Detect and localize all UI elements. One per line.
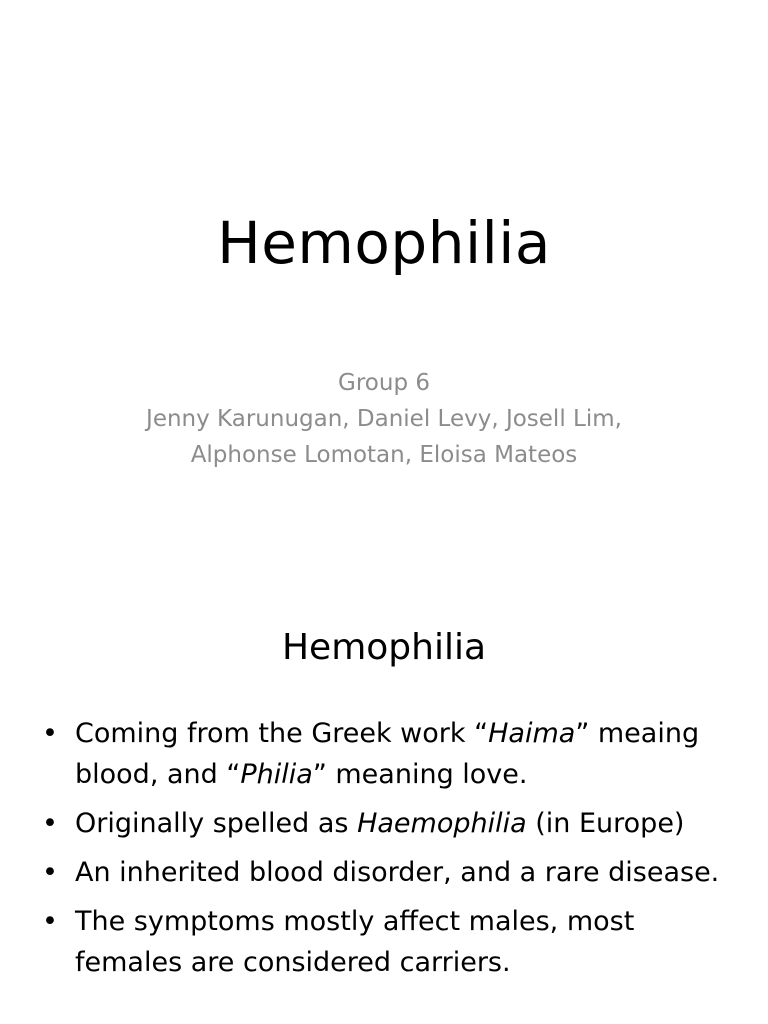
bullet-italic-text: Haima: [488, 718, 576, 749]
bullet-text: ” meaning love.: [312, 759, 528, 790]
slide-content-heading: Hemophilia: [281, 627, 487, 668]
bullet-text: An inherited blood disorder, and a rare disease.: [75, 857, 720, 888]
bullet-icon: •: [42, 718, 58, 749]
bullet-icon: •: [42, 906, 58, 937]
bullet-icon: •: [42, 808, 58, 839]
bullet-item: [42, 803, 732, 844]
bullet-list: [42, 713, 732, 991]
bullet-text: The symptoms mostly affect males, most females are considered carriers.: [75, 906, 635, 978]
bullet-italic-text: Haemophilia: [357, 808, 527, 839]
bullet-item: [42, 901, 732, 983]
group-label: Group 6: [338, 370, 430, 396]
slide-subtitle: [0, 365, 768, 473]
slide-title-heading: Hemophilia: [217, 209, 551, 277]
bullet-text: Originally spelled as: [75, 808, 358, 839]
bullet-item: [42, 852, 732, 893]
bullet-text: ” meaing blood, and “: [75, 718, 700, 790]
bullet-item: [42, 713, 732, 795]
authors-line-1: Jenny Karunugan, Daniel Levy, Josell Lim,: [146, 406, 622, 432]
bullet-text: (in Europe): [526, 808, 685, 839]
bullet-italic-text: Philia: [240, 759, 313, 790]
bullet-icon: •: [42, 857, 58, 888]
slide-content: [0, 576, 768, 1024]
bullet-text: Coming from the Greek work “: [75, 718, 489, 749]
authors-line-2: Alphonse Lomotan, Eloisa Mateos: [190, 442, 578, 468]
